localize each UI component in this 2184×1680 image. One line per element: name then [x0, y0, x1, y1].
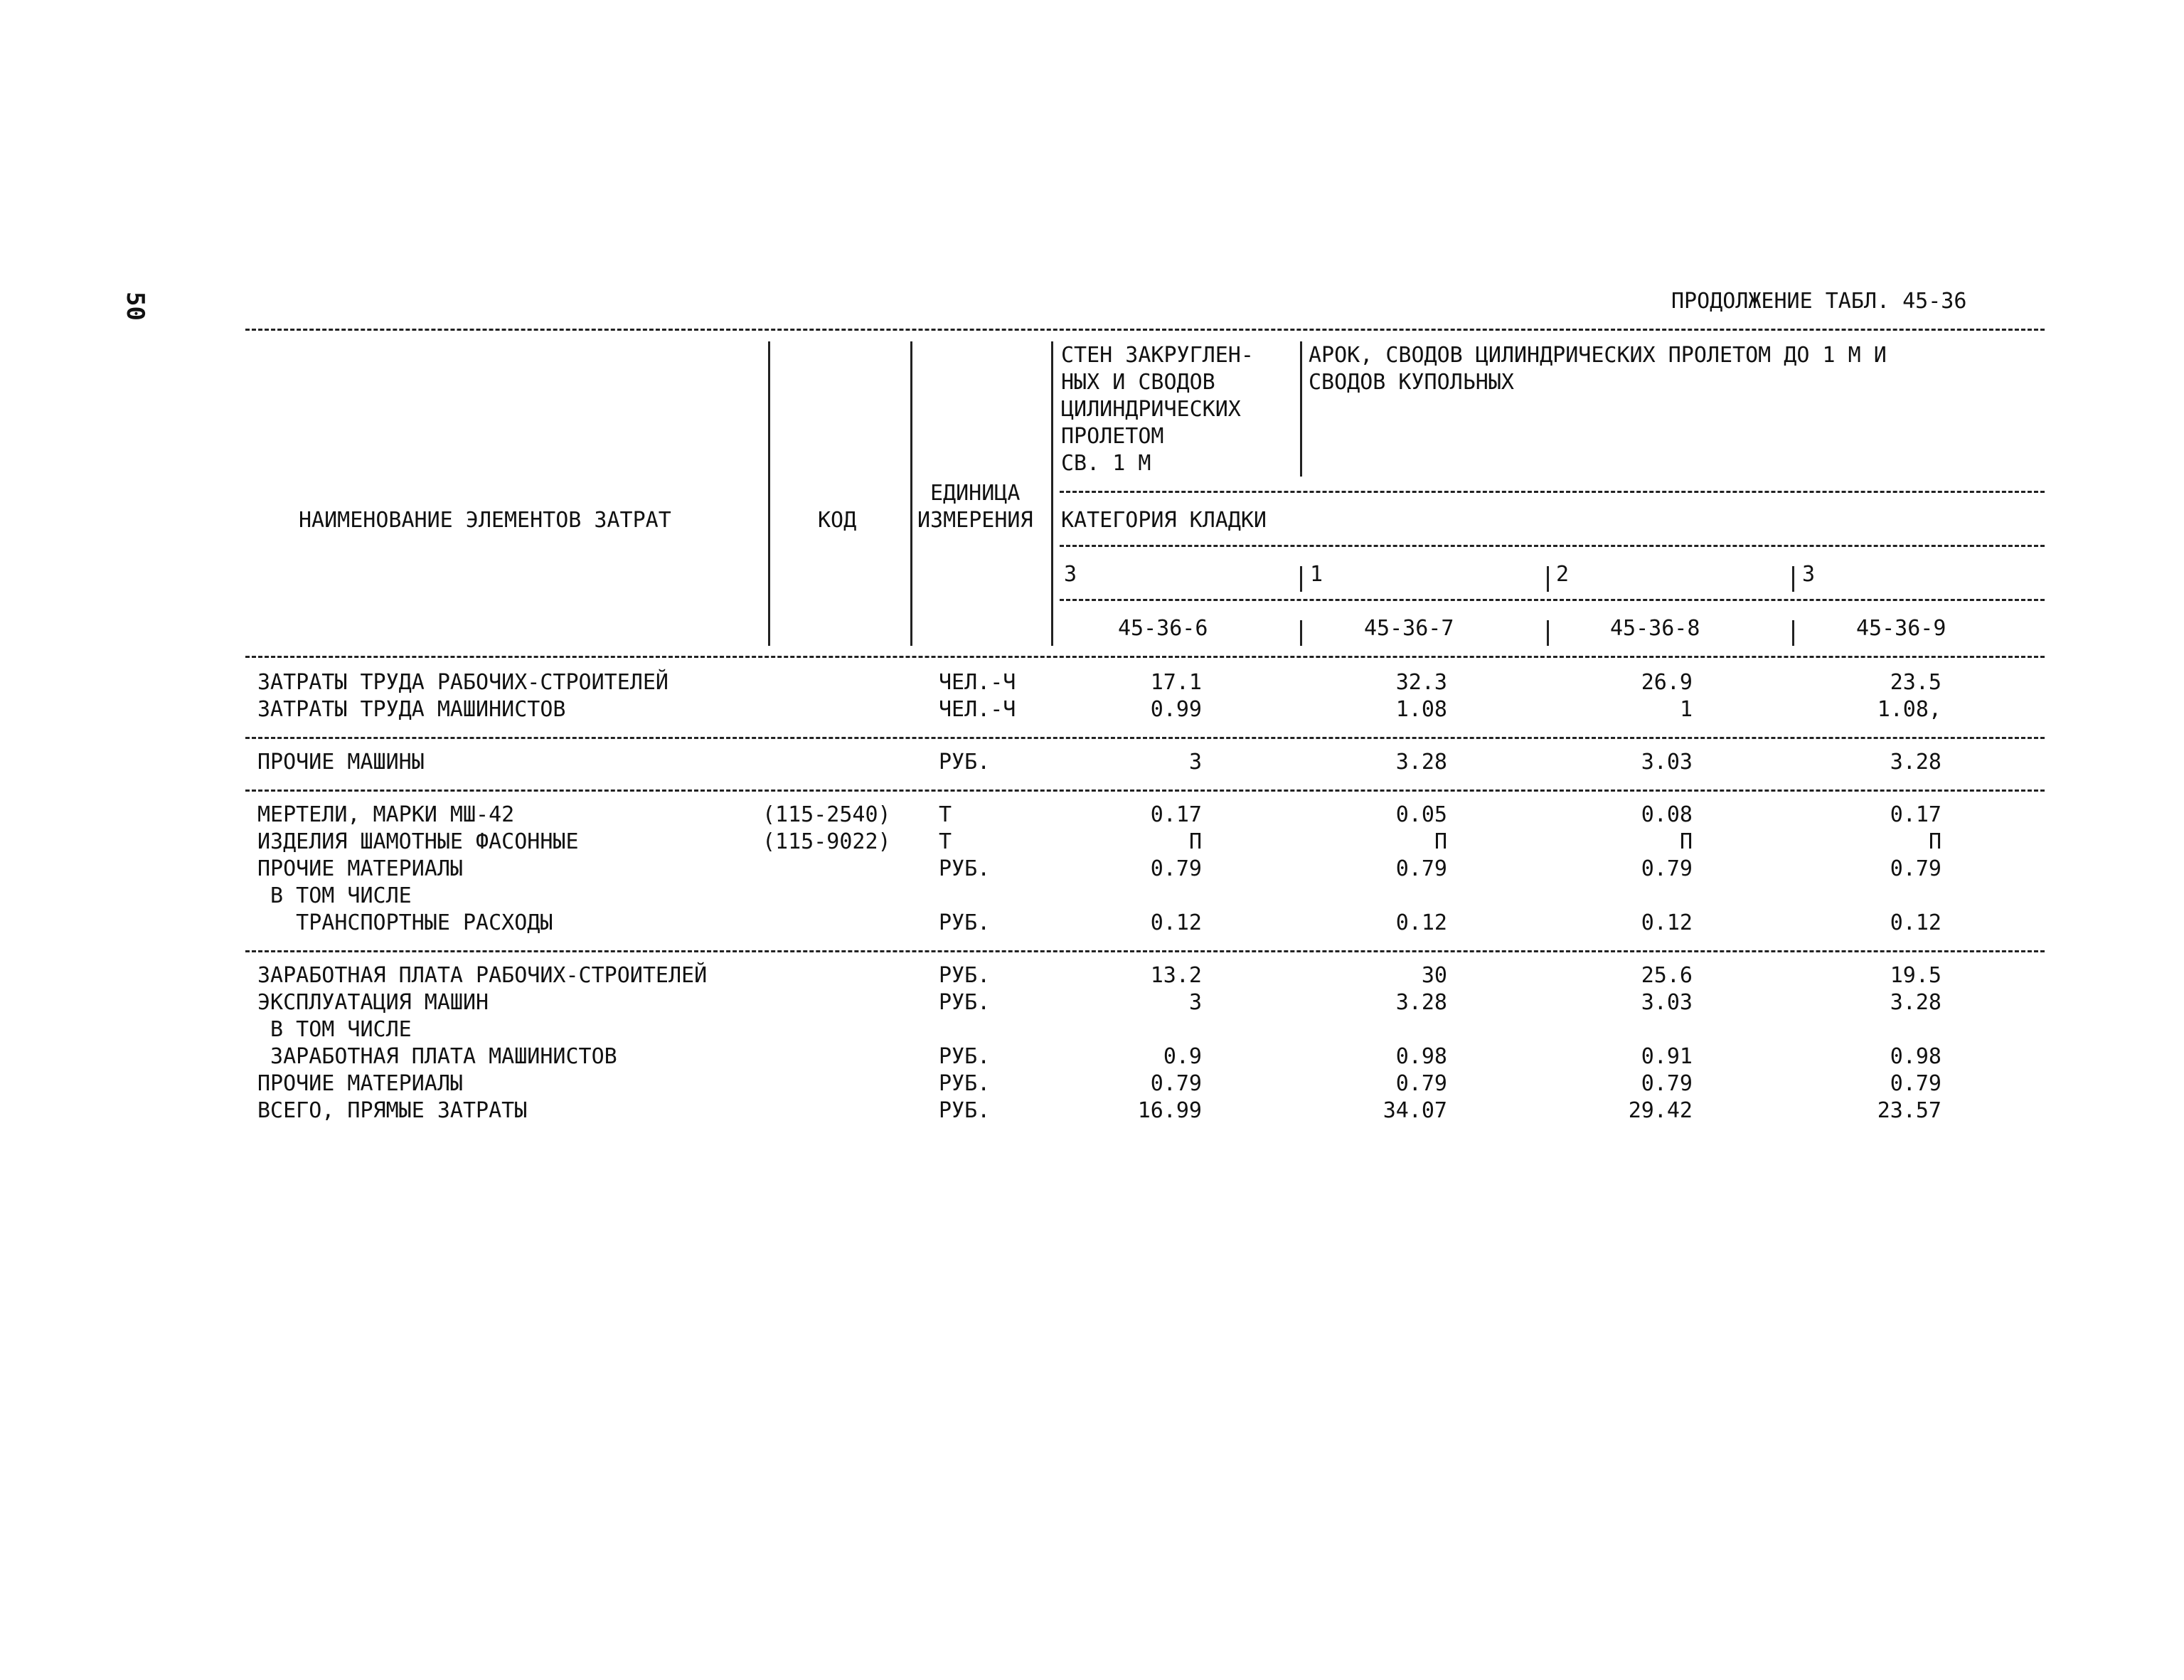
row-value: 0.9	[1163, 1044, 1202, 1069]
row-unit: РУБ.	[939, 1071, 991, 1096]
row-unit: РУБ.	[939, 910, 991, 935]
row-value: П	[1679, 829, 1693, 854]
row-value: 0.12	[1150, 910, 1202, 935]
row-value: 0.99	[1150, 697, 1202, 722]
row-value: 1	[1679, 697, 1693, 722]
row-code: (115-9022)	[762, 829, 891, 854]
row-value: 3.28	[1395, 750, 1447, 775]
row-value: 0.12	[1395, 910, 1447, 935]
row-value: 0.79	[1150, 856, 1202, 881]
row-value: 23.5	[1890, 670, 1941, 695]
row-value: 3.28	[1395, 990, 1447, 1015]
row-value: 26.9	[1641, 670, 1693, 695]
header-unit-line1: ЕДИНИЦА	[930, 481, 1021, 506]
row-unit: ЧЕЛ.-Ч	[939, 670, 1016, 695]
row-unit: РУБ.	[939, 750, 991, 775]
header-group1-line: СВ. 1 М	[1061, 451, 1151, 476]
row-value: 0.79	[1395, 856, 1447, 881]
row-name: ПРОЧИЕ МАТЕРИАЛЫ	[257, 856, 463, 881]
header-name: НАИМЕНОВАНИЕ ЭЛЕМЕНТОВ ЗАТРАТ	[299, 508, 671, 533]
row-value: 0.98	[1890, 1044, 1941, 1069]
row-value: 0.12	[1890, 910, 1941, 935]
header-category-value: 3	[1064, 562, 1077, 587]
row-name: ЭКСПЛУАТАЦИЯ МАШИН	[257, 990, 489, 1015]
row-value: 1.08	[1395, 697, 1447, 722]
header-rule	[1060, 599, 2045, 601]
header-separator	[1051, 341, 1053, 646]
row-value: 17.1	[1150, 670, 1202, 695]
row-value: П	[1188, 829, 1202, 854]
header-separator	[1300, 620, 1302, 646]
row-value: 0.91	[1641, 1044, 1693, 1069]
table-continuation-title: ПРОДОЛЖЕНИЕ ТАБЛ. 45-36	[1671, 289, 1967, 314]
section-rule	[245, 737, 2045, 739]
row-value: П	[1434, 829, 1447, 854]
row-value: 0.05	[1395, 802, 1447, 827]
row-name: ИЗДЕЛИЯ ШАМОТНЫЕ ФАСОННЫЕ	[257, 829, 579, 854]
header-separator	[910, 341, 912, 646]
row-name: ЗАРАБОТНАЯ ПЛАТА РАБОЧИХ-СТРОИТЕЛЕЙ	[257, 963, 708, 988]
row-value: 0.79	[1395, 1071, 1447, 1096]
row-unit: РУБ.	[939, 963, 991, 988]
header-group2-line: СВОДОВ КУПОЛЬНЫХ	[1309, 370, 1514, 395]
header-category-value: 2	[1556, 562, 1570, 587]
row-value: 0.79	[1150, 1071, 1202, 1096]
row-value: 0.17	[1890, 802, 1941, 827]
row-name: ПРОЧИЕ МАШИНЫ	[257, 750, 425, 775]
row-value: 13.2	[1150, 963, 1202, 988]
row-name: ВСЕГО, ПРЯМЫЕ ЗАТРАТЫ	[257, 1098, 528, 1123]
row-value: 32.3	[1395, 670, 1447, 695]
row-value: 1.08,	[1877, 697, 1941, 722]
row-unit: ЧЕЛ.-Ч	[939, 697, 1016, 722]
row-name: ТРАНСПОРТНЫЕ РАСХОДЫ	[257, 910, 553, 935]
row-value: 3.03	[1641, 990, 1693, 1015]
header-category-value: 1	[1310, 562, 1323, 587]
row-value: 0.98	[1395, 1044, 1447, 1069]
row-unit: РУБ.	[939, 856, 991, 881]
header-group1-line: ПРОЛЕТОМ	[1061, 424, 1164, 449]
row-value: 0.12	[1641, 910, 1693, 935]
header-separator	[1547, 620, 1549, 646]
page-number: 50	[121, 292, 149, 321]
row-name: МЕРТЕЛИ, МАРКИ МШ-42	[257, 802, 515, 827]
header-norm-code: 45-36-7	[1364, 616, 1454, 641]
section-rule	[245, 656, 2045, 658]
header-separator	[1547, 566, 1549, 592]
header-group2-line: АРОК, СВОДОВ ЦИЛИНДРИЧЕСКИХ ПРОЛЕТОМ ДО 1 М И	[1309, 343, 1887, 368]
row-value: 0.08	[1641, 802, 1693, 827]
row-name: ЗАТРАТЫ ТРУДА МАШИНИСТОВ	[257, 697, 566, 722]
row-name: В ТОМ ЧИСЛЕ	[257, 883, 412, 908]
header-category: КАТЕГОРИЯ КЛАДКИ	[1061, 508, 1267, 533]
section-rule	[245, 790, 2045, 792]
row-value: 34.07	[1383, 1098, 1447, 1123]
row-value: 0.79	[1641, 856, 1693, 881]
row-value: 3	[1188, 750, 1202, 775]
row-name: ПРОЧИЕ МАТЕРИАЛЫ	[257, 1071, 463, 1096]
row-unit: Т	[939, 829, 952, 854]
row-name: ЗАТРАТЫ ТРУДА РАБОЧИХ-СТРОИТЕЛЕЙ	[257, 670, 668, 695]
row-unit: Т	[939, 802, 952, 827]
header-group1-line: НЫХ И СВОДОВ	[1061, 370, 1215, 395]
header-separator	[1792, 566, 1794, 592]
header-separator	[1300, 566, 1302, 592]
top-rule	[245, 329, 2045, 331]
header-separator	[1300, 341, 1302, 477]
header-separator	[768, 341, 770, 646]
row-value: 3.03	[1641, 750, 1693, 775]
row-value: 25.6	[1641, 963, 1693, 988]
header-unit-line2: ИЗМЕРЕНИЯ	[917, 508, 1033, 533]
row-value: 19.5	[1890, 963, 1941, 988]
row-value: 3	[1188, 990, 1202, 1015]
row-value: 16.99	[1137, 1098, 1202, 1123]
header-norm-code: 45-36-8	[1610, 616, 1700, 641]
row-name: ЗАРАБОТНАЯ ПЛАТА МАШИНИСТОВ	[257, 1044, 617, 1069]
row-unit: РУБ.	[939, 1044, 991, 1069]
row-value: 0.79	[1641, 1071, 1693, 1096]
row-value: 3.28	[1890, 990, 1941, 1015]
header-separator	[1792, 620, 1794, 646]
row-value: 23.57	[1877, 1098, 1941, 1123]
row-value: 0.17	[1150, 802, 1202, 827]
header-group1-line: ЦИЛИНДРИЧЕСКИХ	[1061, 397, 1241, 422]
header-norm-code: 45-36-9	[1856, 616, 1946, 641]
row-value: П	[1928, 829, 1941, 854]
header-rule	[1060, 491, 2045, 493]
row-value: 0.79	[1890, 856, 1941, 881]
row-value: 3.28	[1890, 750, 1941, 775]
row-value: 0.79	[1890, 1071, 1941, 1096]
row-value: 29.42	[1628, 1098, 1693, 1123]
header-rule	[1060, 545, 2045, 547]
header-norm-code: 45-36-6	[1118, 616, 1208, 641]
header-code: КОД	[818, 508, 857, 533]
row-unit: РУБ.	[939, 990, 991, 1015]
header-category-value: 3	[1802, 562, 1816, 587]
section-rule	[245, 950, 2045, 952]
row-code: (115-2540)	[762, 802, 891, 827]
row-value: 30	[1421, 963, 1447, 988]
row-name: В ТОМ ЧИСЛЕ	[257, 1017, 412, 1042]
row-unit: РУБ.	[939, 1098, 991, 1123]
header-group1-line: СТЕН ЗАКРУГЛЕН-	[1061, 343, 1254, 368]
